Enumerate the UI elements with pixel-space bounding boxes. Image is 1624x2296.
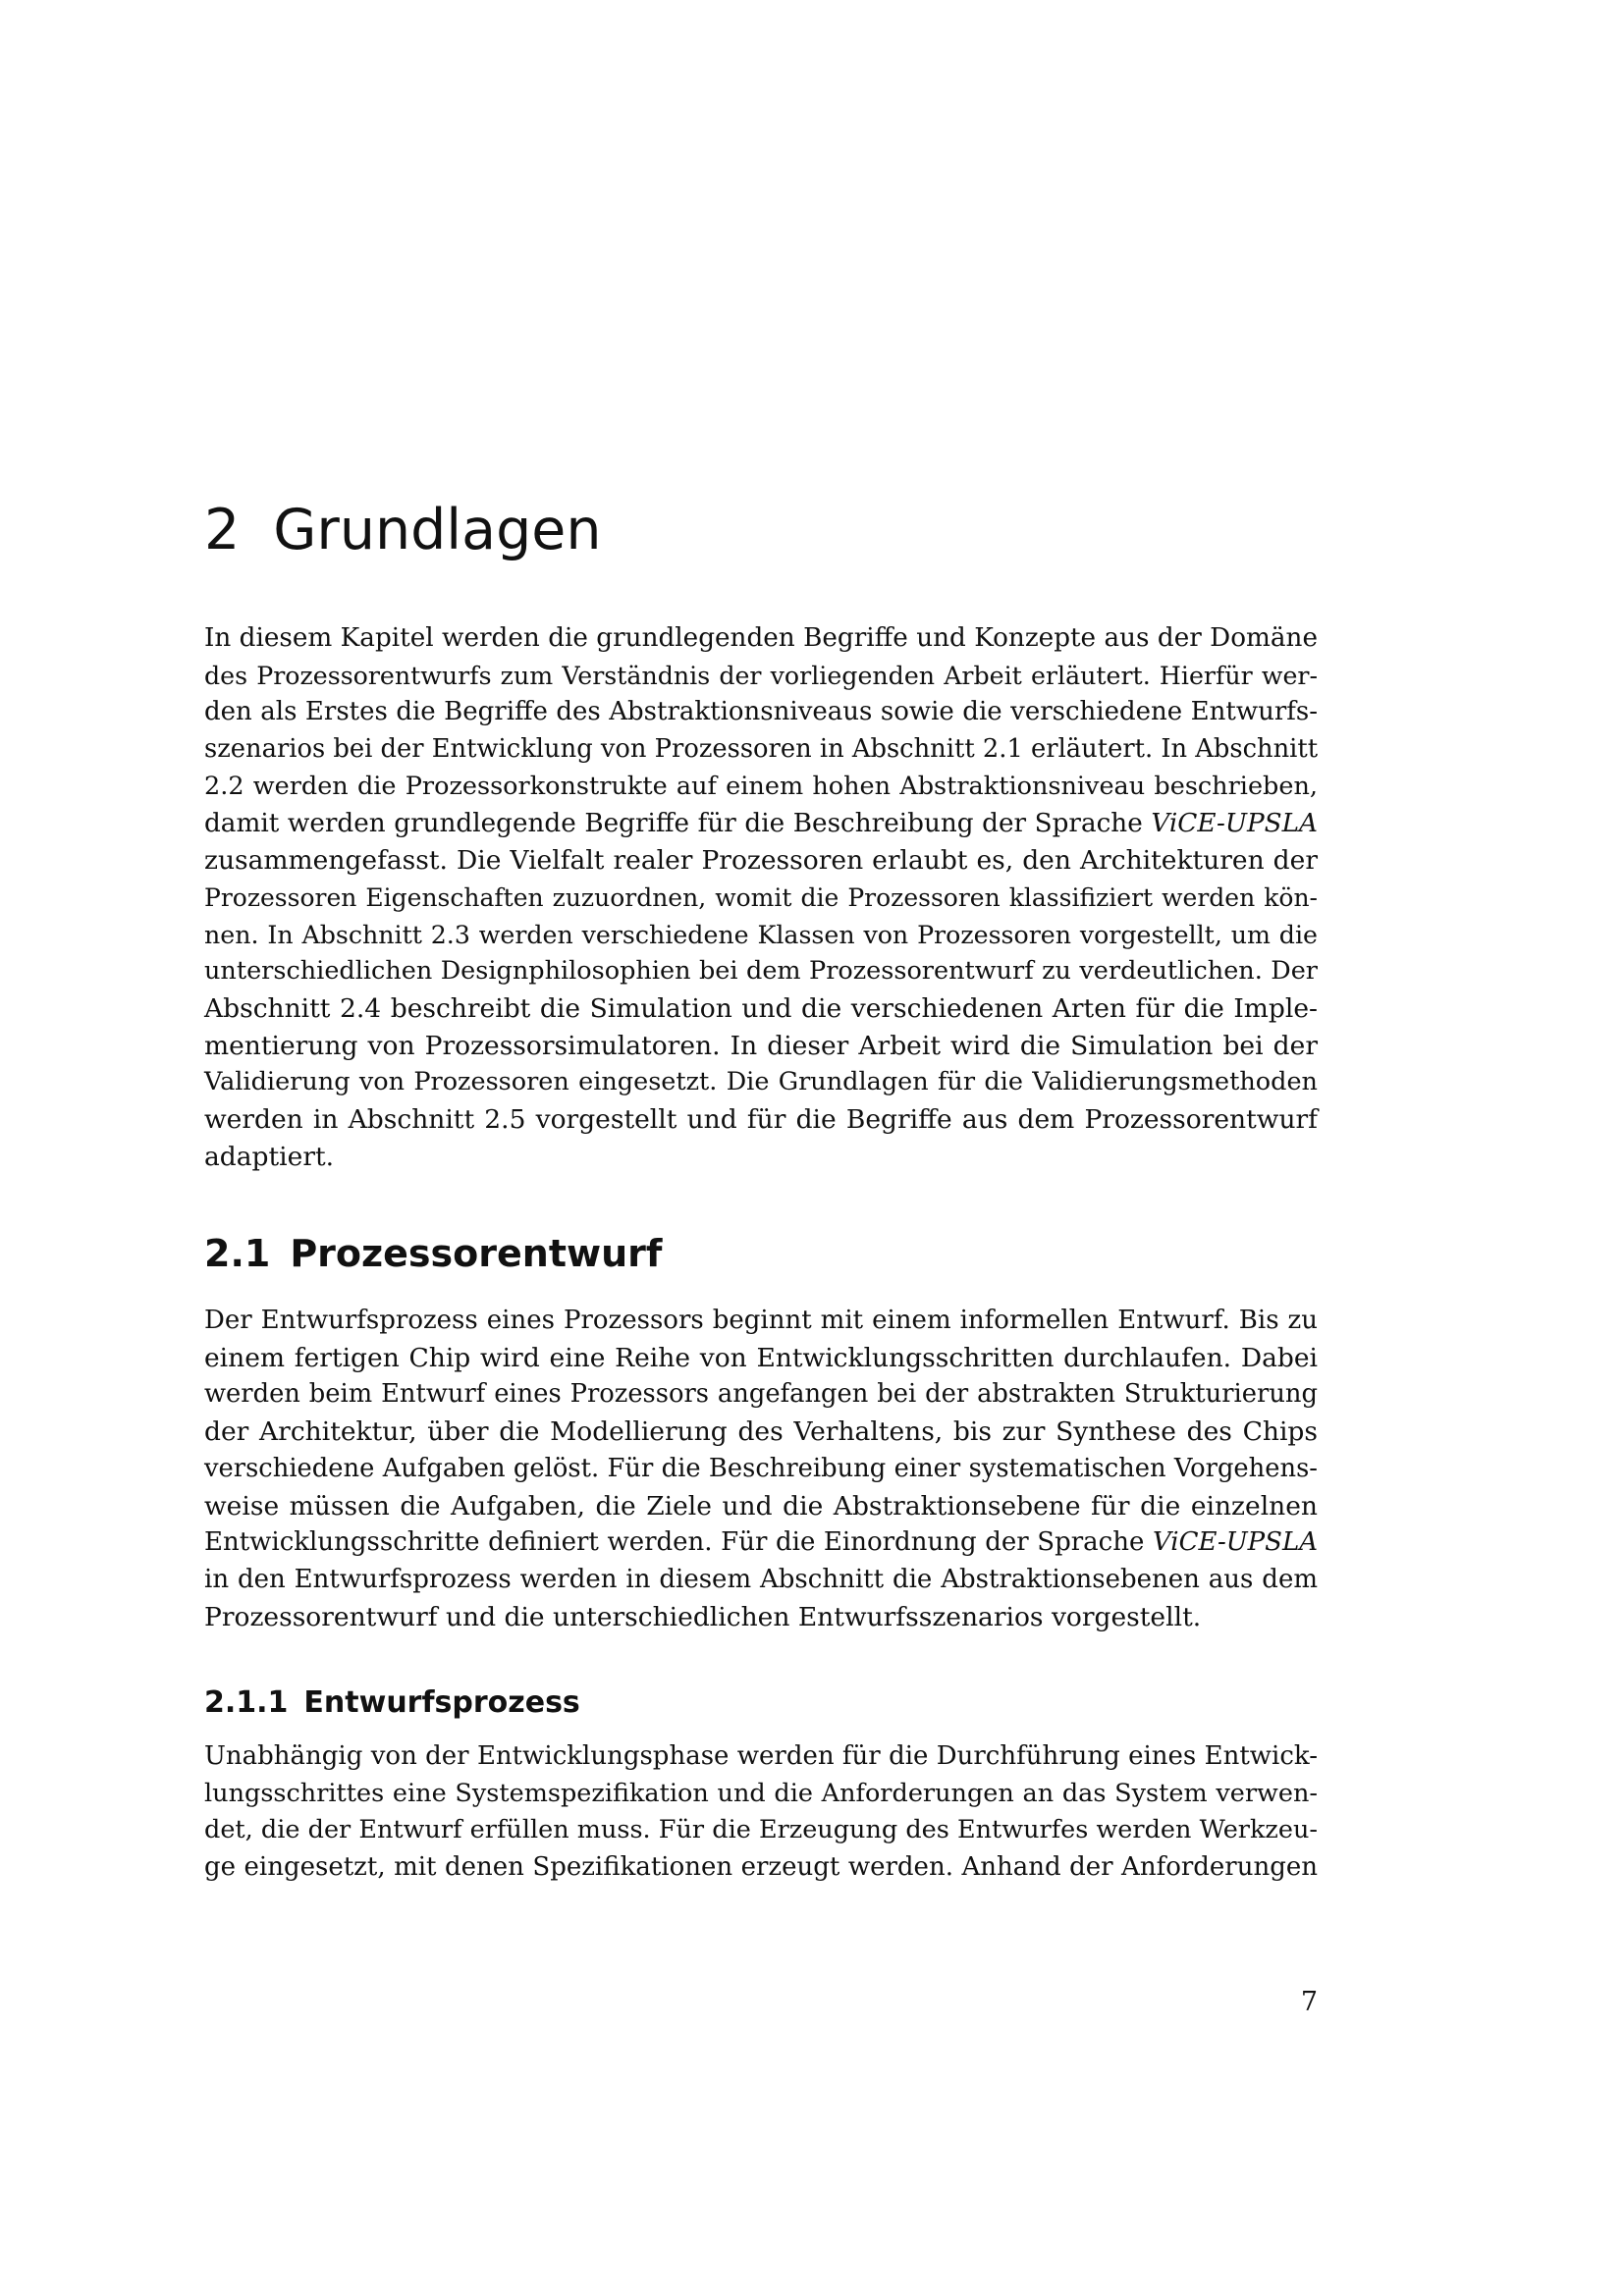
chapter-title: Grundlagen	[273, 498, 602, 562]
text-line: nen. In Abschnitt 2.3 werden verschiedene Klassen von Prozessoren vorgestellt, um die	[204, 920, 1318, 949]
text-line: den als Erstes die Begriffe des Abstraktionsniveaus sowie die verschiedene Entwurfs-	[204, 697, 1318, 727]
section-number: 2.1	[204, 1232, 271, 1275]
text-line: des Prozessorentwurfs zum Verständnis der vorliegenden Arbeit erläutert. Hierfür wer-	[204, 661, 1318, 690]
chapter-heading	[204, 491, 601, 569]
text-line: 2.2 werden die Prozessorkonstrukte auf einem hohen Abstraktionsniveau beschrieben,	[204, 771, 1318, 801]
text-line: der Architektur, über die Modellierung des Verhaltens, bis zur Synthese des Chips	[204, 1416, 1318, 1448]
text-line: szenarios bei der Entwicklung von Prozessoren in Abschnitt 2.1 erläutert. In Abschnitt	[204, 734, 1319, 765]
text-line: in den Entwurfsprozess werden in diesem Abschnitt die Abstraktionsebenen aus dem	[204, 1564, 1318, 1594]
page-number: 7	[1300, 1987, 1318, 2017]
text-line: einem fertigen Chip wird eine Reihe von Entwicklungsschritten durchlaufen. Dabei	[204, 1342, 1318, 1373]
language-name-emphasis: ViCE-UPSLA	[1152, 1527, 1318, 1558]
subsection-paragraph	[204, 1738, 1318, 1887]
text-line: Prozessoren Eigenschaften zuzuordnen, womit die Prozessoren klassifiziert werden kön-	[204, 882, 1318, 912]
text-line: Der Entwurfsprozess eines Prozessors beginnt mit einem informellen Entwurf. Bis zu	[204, 1306, 1318, 1335]
text-line: adaptiert.	[204, 1141, 335, 1172]
section-heading	[204, 1229, 662, 1278]
text-line: Abschnitt 2.4 beschreibt die Simulation und die verschiedenen Arten für die Imple-	[204, 993, 1318, 1025]
text-line: verschiedene Aufgaben gelöst. Für die Beschreibung einer systematischen Vorgehens-	[204, 1453, 1318, 1483]
text-line: zusammengefasst. Die Vielfalt realer Prozessoren erlaubt es, den Architekturen der	[204, 845, 1318, 877]
text-line: weise müssen die Aufgaben, die Ziele und die Abstraktionsebene für die einzelnen	[204, 1490, 1318, 1522]
subsection-title: Entwurfsprozess	[303, 1685, 580, 1720]
text-line: werden in Abschnitt 2.5 vorgestellt und für die Begriffe aus dem Prozessorentwurf	[204, 1104, 1318, 1136]
text-line: Prozessorentwurf und die unterschiedlichen Entwurfsszenarios vorgestellt.	[204, 1601, 1202, 1632]
text-line: Entwicklungsschritte definiert werden. Für die Einordnung der Sprache ViCE-UPSLA	[204, 1527, 1318, 1558]
intro-paragraph	[204, 620, 1318, 1176]
text-line: unterschiedlichen Designphilosophien bei dem Prozessorentwurf zu verdeutlichen. Der	[204, 956, 1318, 987]
section-title: Prozessorentwurf	[290, 1232, 663, 1275]
text-line: werden beim Entwurf eines Prozessors angefangen bei der abstrakten Strukturierung	[204, 1379, 1318, 1410]
text-line: mentierung von Prozessorsimulatoren. In dieser Arbeit wird die Simulation bei der	[204, 1030, 1318, 1061]
subsection-number: 2.1.1	[204, 1685, 289, 1720]
language-name-emphasis: ViCE-UPSLA	[1151, 808, 1318, 838]
chapter-number: 2	[204, 498, 241, 562]
text-line: Validierung von Prozessoren eingesetzt. Die Grundlagen für die Validierungsmethoden	[204, 1067, 1318, 1097]
text-line: In diesem Kapitel werden die grundlegenden Begriffe und Konzepte aus der Domäne	[204, 623, 1318, 653]
text-line: damit werden grundlegende Begriffe für die Beschreibung der Sprache ViCE-UPSLA	[204, 808, 1318, 838]
text-line: ge eingesetzt, mit denen Spezifikationen erzeugt werden. Anhand der Anforderungen	[204, 1852, 1318, 1883]
section-paragraph	[204, 1303, 1318, 1635]
text-line: det, die der Entwurf erfüllen muss. Für die Erzeugung des Entwurfes werden Werkzeu-	[204, 1815, 1318, 1845]
text-line: lungsschrittes eine Systemspezifikation und die Anforderungen an das System verwen-	[204, 1778, 1318, 1808]
subsection-heading	[204, 1683, 580, 1723]
text-line: Unabhängig von der Entwicklungsphase werden für die Durchführung eines Entwick-	[204, 1741, 1318, 1771]
